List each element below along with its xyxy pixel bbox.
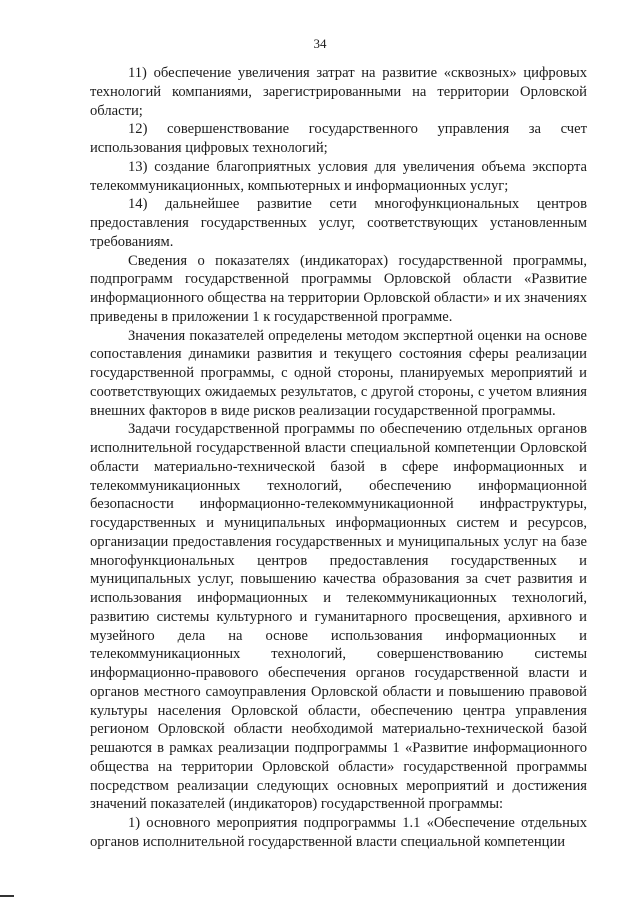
- list-item-main-activity-1: 1) основного мероприятия подпрограммы 1.1 «Обеспечение отдельных органов исполнительной государственной власти специальной компетенции: [90, 815, 587, 850]
- paragraph-program-tasks: Задачи государственной программы по обеспечению отдельных органов исполнительной государственной власти специальной компетенции Орловской области материально-технической базой в сфере информационных и телекоммуникационных технологий, обеспечению информационной безопасности информационно-телекоммуникационной инфраструктуры, государственных и муниципальных информационных систем и ресурсов, организации предоставления государственных и муниципальных услуг на базе многофункциональных центров предоставления государственных и муниципальных услуг, повышению качества образования за счет развития и использования информационных и телекоммуникационных технологий, развитию системы культурного и гуманитарного просвещения, архивного и музейного дела на основе использования информационных и телекоммуникационных технологий, совершенствованию системы информационно-правового обеспечения органов государственной власти и органов местного самоуправления Орловской области и повышению правовой культуры населения Орловской области, обеспечению центра управления регионом Орловской области необходимой материально-технической базой решаются в рамках реализации подпрограммы 1 «Развитие информационного общества на территории Орловской области» государственной программы посредством реализации следующих основных мероприятий и достижения значений показателей (индикаторов) государственной программы:: [90, 421, 587, 813]
- list-item-13: 13) создание благоприятных условия для увеличения объема экспорта телекоммуникационных, компьютерных и информационных услуг;: [90, 158, 587, 194]
- paragraph-indicators-info: Сведения о показателях (индикаторах) государственной программы, подпрограмм государственной программы Орловской области «Развитие информационного общества на территории Орловской области» и их значениях приведены в приложении 1 к государственной программе.: [90, 252, 587, 325]
- page-number: 34: [313, 36, 327, 51]
- list-item-12: 12) совершенствование государственного управления за счет использования цифровых технологий;: [90, 121, 587, 156]
- margin-mark: [0, 895, 14, 897]
- paragraph-indicator-values: Значения показателей определены методом экспертной оценки на основе сопоставления динамики развития и текущего состояния сферы реализации государственной программы, с одной стороны, планируемых мероприятий и соответствующих ожидаемых результатов, с другой стороны, с учетом влияния внешних факторов в виде рисков реализации государственной программы.: [90, 327, 587, 419]
- list-item-11: 11) обеспечение увеличения затрат на развитие «сквозных» цифровых технологий компаниями, зарегистрированными на территории Орловской области;: [90, 65, 587, 119]
- list-item-14: 14) дальнейшее развитие сети многофункциональных центров предоставления государственных услуг, соответствующих установленным требованиям.: [90, 196, 587, 250]
- body-text: [90, 64, 587, 852]
